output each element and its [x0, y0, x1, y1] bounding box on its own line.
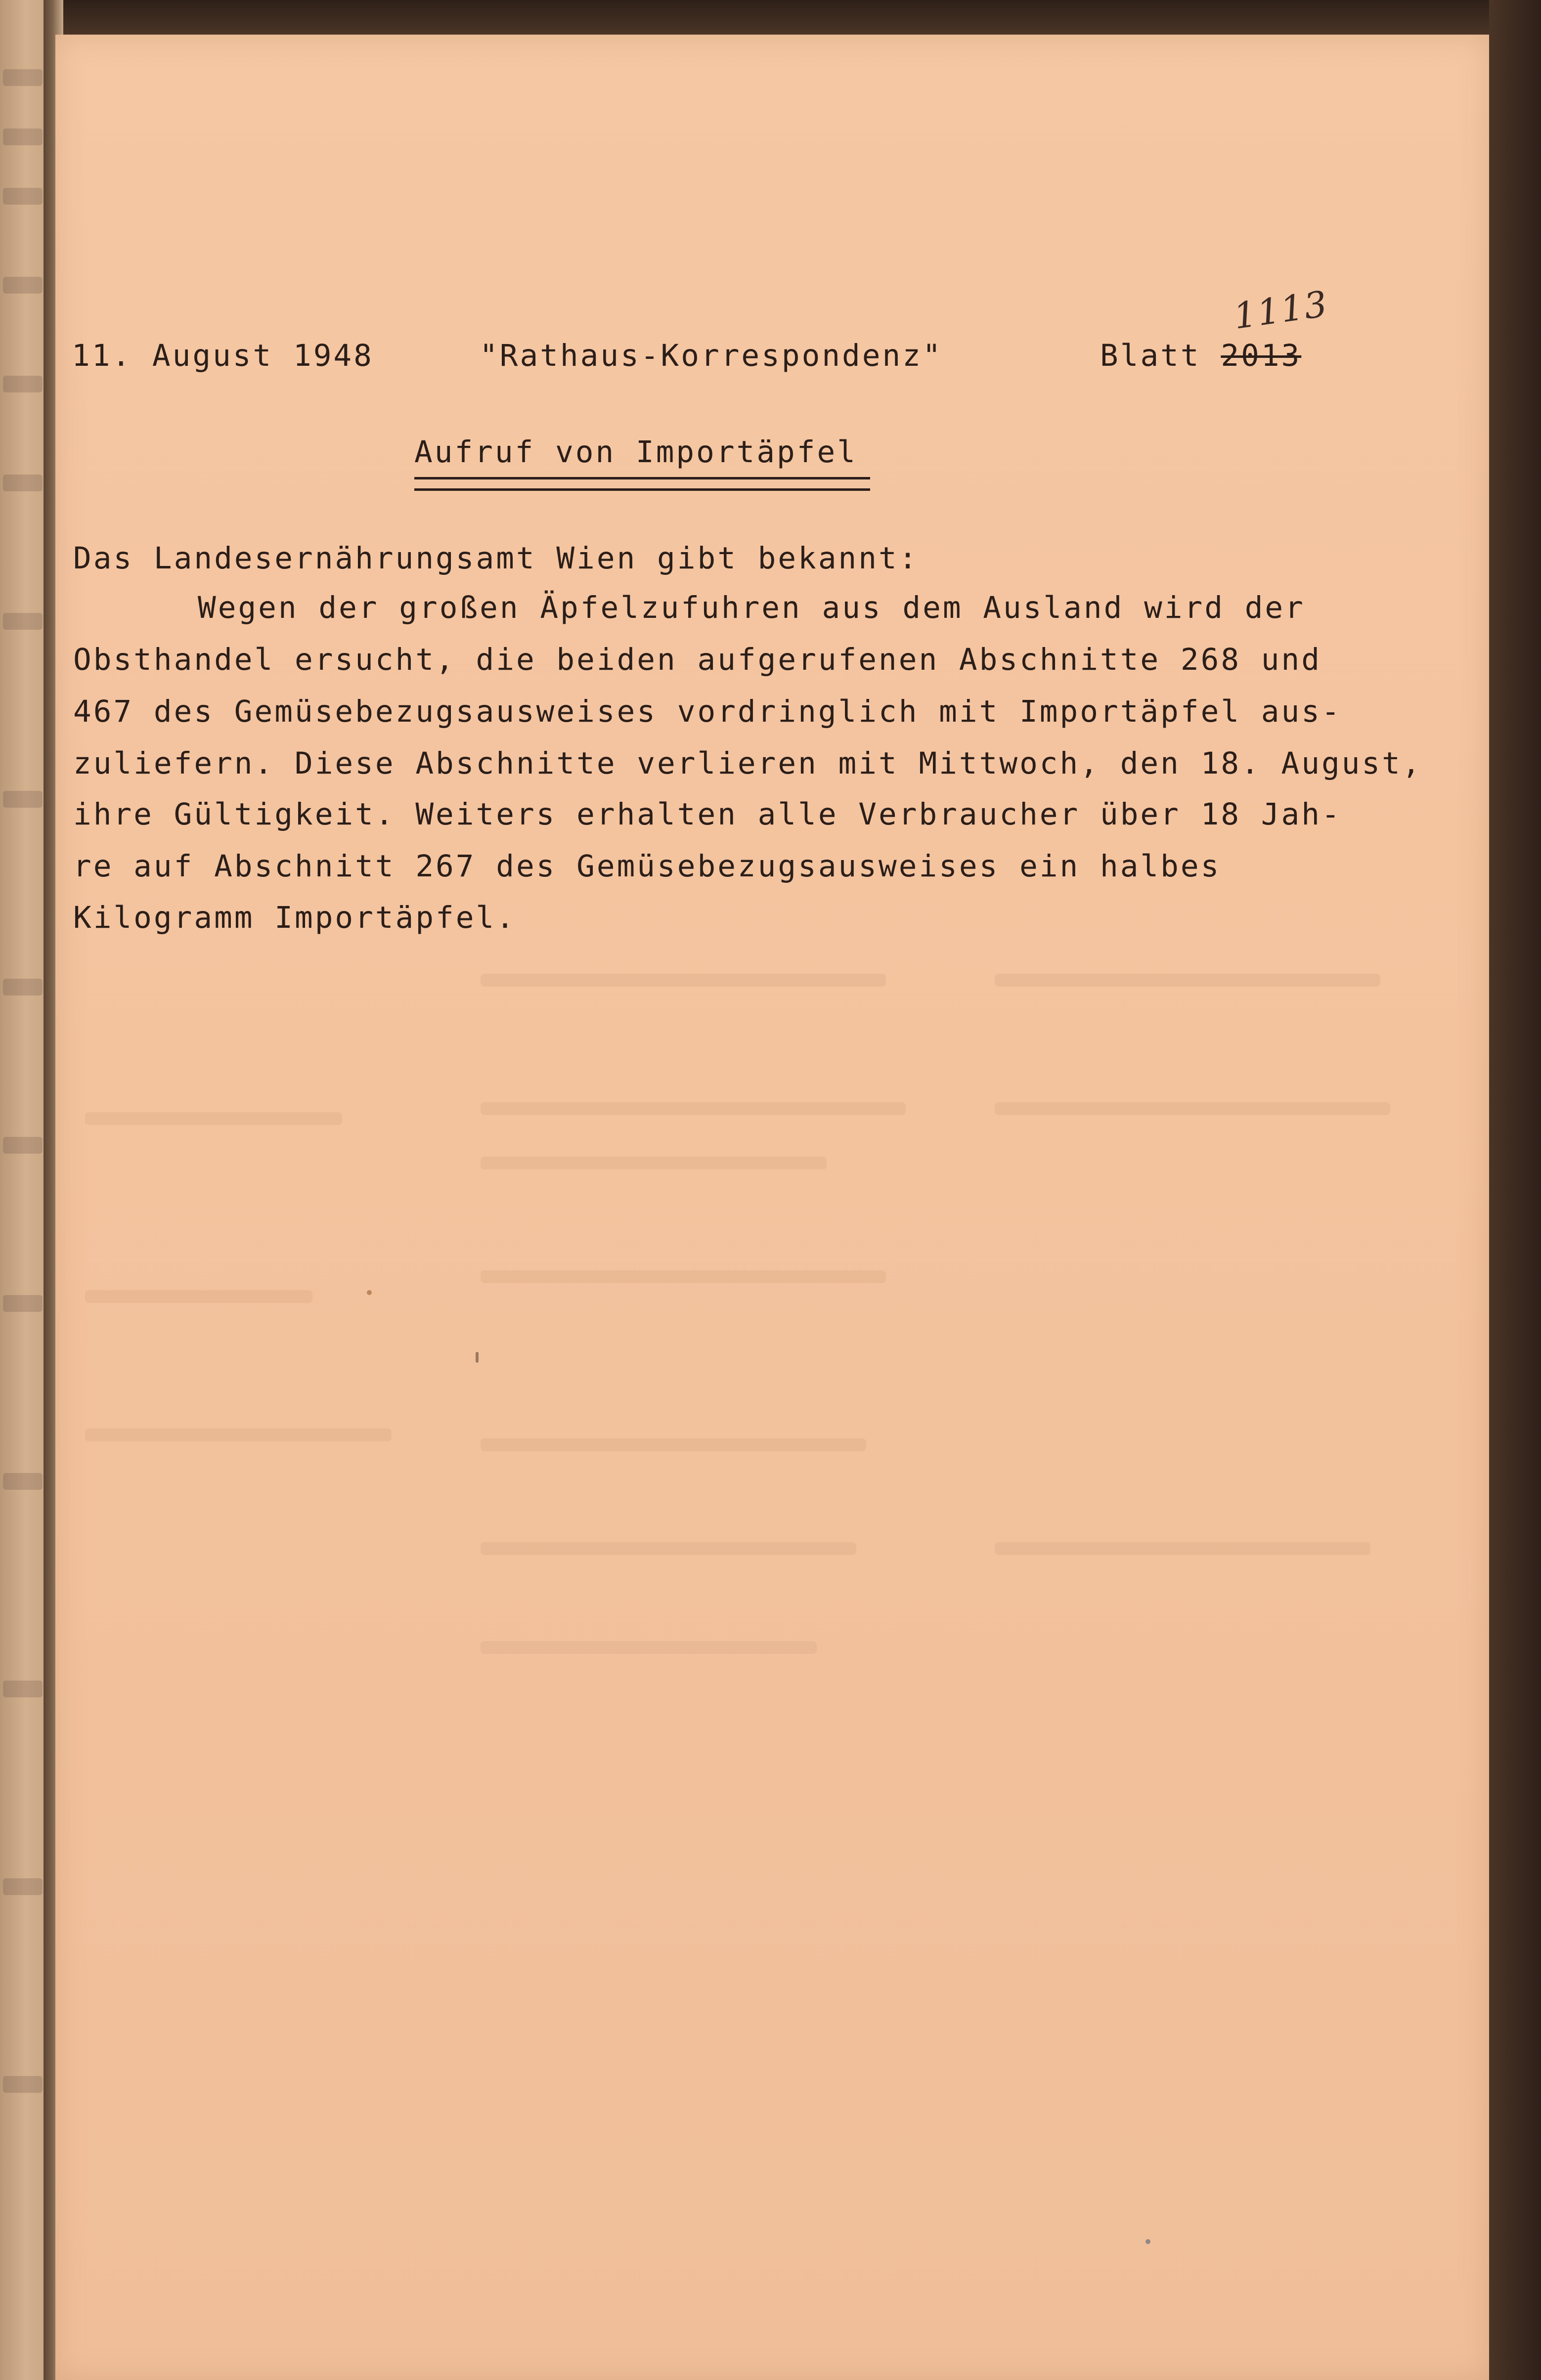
- show-through-text: [995, 1102, 1390, 1115]
- body-line: Obsthandel ersucht, die beiden aufgerufenen Abschnitte 268 und: [73, 642, 1321, 677]
- paper-sheet: [55, 35, 1489, 2380]
- show-through-text: [481, 1641, 817, 1654]
- ink-bleed: [3, 791, 43, 808]
- article-intro: Das Landesernährungsamt Wien gibt bekannt:: [73, 541, 919, 576]
- show-through-text: [481, 1157, 827, 1169]
- body-line: 467 des Gemüsebezugsausweises vordringlich mit Importäpfel aus-: [73, 694, 1342, 729]
- ink-bleed: [3, 376, 43, 392]
- show-through-text: [481, 1438, 866, 1451]
- paper-speck: [367, 1290, 372, 1295]
- ink-bleed: [3, 1295, 43, 1312]
- body-line: Wegen der großen Äpfelzufuhren aus dem Ausland wird der: [198, 590, 1305, 625]
- header-date: 11. August 1948: [72, 338, 374, 373]
- ink-bleed: [3, 475, 43, 491]
- show-through-text: [995, 974, 1380, 987]
- sheet-number-struck: 2013: [1221, 338, 1302, 373]
- title-double-underline: [414, 477, 870, 491]
- scan-background-right: [1489, 0, 1541, 2380]
- sheet-label: Blatt: [1100, 338, 1201, 373]
- body-line: ihre Gültigkeit. Weiters erhalten alle Verbraucher über 18 Jah-: [73, 797, 1342, 832]
- ink-bleed: [3, 277, 43, 294]
- show-through-text: [481, 1270, 886, 1283]
- scan-background-top: [0, 0, 1541, 35]
- show-through-text: [481, 974, 886, 987]
- body-line: re auf Abschnitt 267 des Gemüsebezugsausweises ein halbes: [73, 849, 1221, 884]
- sheet-number-handwritten: 1113: [1231, 283, 1331, 337]
- show-through-text: [995, 1542, 1370, 1555]
- show-through-text: [85, 1428, 392, 1441]
- body-line: zuliefern. Diese Abschnitte verlieren mit Mittwoch, den 18. August,: [73, 746, 1422, 781]
- header-sheet-number: [1100, 339, 1301, 373]
- ink-bleed: [3, 129, 43, 145]
- header-publication: "Rathaus-Korrespondenz": [480, 338, 943, 373]
- show-through-text: [85, 1290, 312, 1303]
- show-through-text: [85, 1112, 342, 1125]
- article-title: Aufruf von Importäpfel: [414, 434, 857, 470]
- show-through-text: [481, 1542, 856, 1555]
- show-through-text: [481, 1102, 906, 1115]
- paper-speck: [476, 1352, 479, 1363]
- ink-bleed: [3, 1473, 43, 1490]
- ink-bleed: [3, 1878, 43, 1895]
- previous-page-edge: [0, 0, 47, 2380]
- ink-bleed: [3, 1681, 43, 1697]
- ink-bleed: [3, 2076, 43, 2093]
- body-line: Kilogramm Importäpfel.: [73, 900, 516, 935]
- ink-bleed: [3, 613, 43, 630]
- ink-bleed: [3, 69, 43, 86]
- ink-bleed: [3, 188, 43, 205]
- ink-bleed: [3, 979, 43, 995]
- ink-bleed: [3, 1137, 43, 1154]
- paper-speck: [1145, 2239, 1150, 2244]
